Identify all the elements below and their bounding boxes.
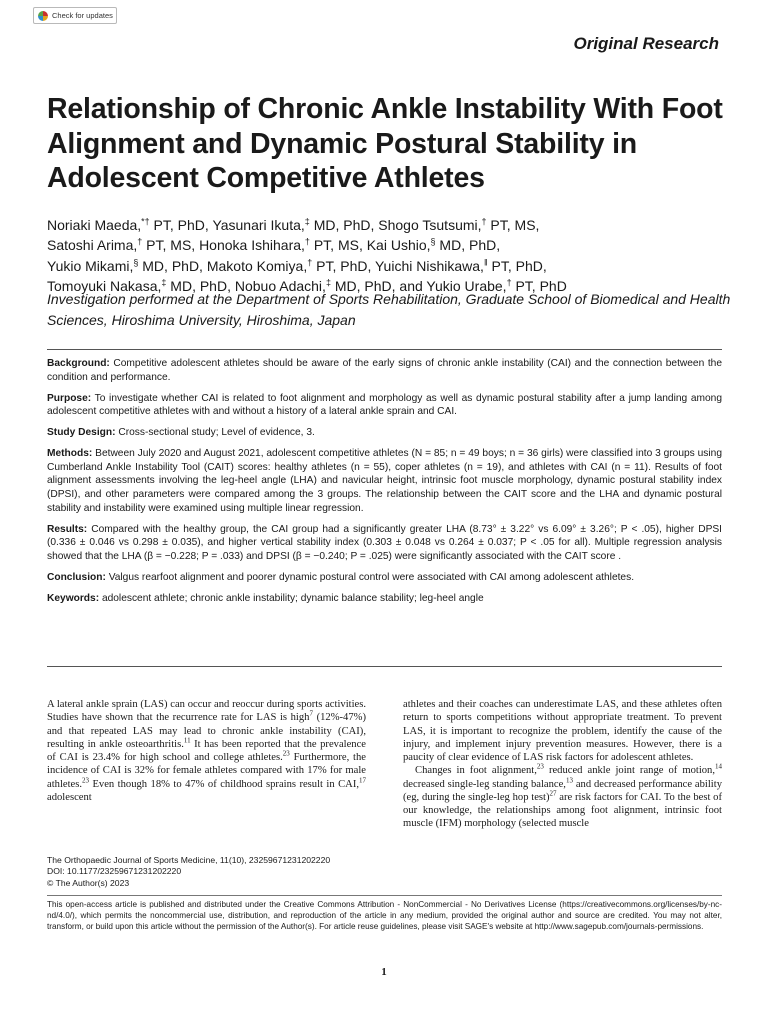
affiliation-marker: *† — [141, 216, 150, 227]
label-purpose: Purpose: — [47, 392, 92, 404]
body-text: and decreased performance ability (eg, during the single-leg hop test) — [403, 778, 722, 803]
author-text: Satoshi Arima, — [47, 237, 138, 254]
label-keywords: Keywords: — [47, 592, 100, 604]
citation-ref[interactable]: 27 — [549, 789, 557, 798]
author-text: Noriaki Maeda, — [47, 217, 142, 233]
journal-doi[interactable]: DOI: 10.1177/23259671231202220 — [47, 866, 182, 877]
author-text: PT, PhD, Yasunari Ikuta, — [149, 217, 305, 233]
affiliation-marker: ‡ — [325, 277, 331, 288]
body-text: athletes and their coaches can underestimate LAS, and these athletes often return to sports competitions without appropriate treatment. To prevent LAS, it is important to recognize the problem, identify the cause of the injury, and implement injury prevention measures. However, there is a paucity of clear evidence of LAS risk factors for adolescent athletes. — [403, 699, 722, 763]
journal-citation: The Orthopaedic Journal of Sports Medicine, 11(10), 23259671231202220 — [47, 855, 331, 865]
body-text: adolescent — [47, 791, 92, 803]
citation-ref[interactable]: 13 — [565, 775, 573, 784]
article-type: Original Research — [573, 34, 719, 53]
author-line — [47, 215, 737, 235]
body-text: are risk factors for CAI. To the best of our knowledge, the relationships among foot alignment, intrinsic foot muscle (IFM) morphology (selected muscle — [403, 791, 722, 830]
affiliation-marker: † — [137, 236, 143, 247]
author-text: MD, PhD, — [435, 237, 501, 254]
citation-ref[interactable]: 11 — [183, 736, 191, 745]
abstract-results: Results: Compared with the healthy group, the CAI group had a significantly greater LHA (8.73° ± 3.22° vs 6.09° ± 3.26°; P < .05), higher DPSI (0.336 ± 0.046 vs 0.298 ± 0.035), and higher vertical stability index (0.303 ± 0.048 vs 0.264 ± 0.037; P < .05 for all). Multiple regression analysis showed that the LHA (β = −0.228; P = .033) and DPSI (β = −0.240; P = .025) were significantly associated with the CAIT score . — [47, 523, 722, 562]
body-text: A lateral ankle sprain (LAS) can occur and reoccur during sports activities. Studies have shown that the recurrence rate for LAS is high — [47, 699, 366, 724]
citation-ref[interactable]: 14 — [715, 762, 723, 771]
abstract — [47, 357, 722, 613]
affiliation: Investigation performed at the Department of Sports Rehabilitation, Graduate School of Biomedical and Health Sciences, Hiroshima University, Hiroshima, Japan — [47, 291, 731, 328]
affiliation-marker: § — [430, 236, 436, 247]
author-text: MD, PhD, Shogo Tsutsumi, — [309, 217, 482, 233]
body-text: decreased single-leg standing balance, — [403, 778, 566, 790]
affiliation-marker: § — [133, 256, 139, 267]
badge-label: Check for updates — [52, 11, 113, 20]
affiliation-marker: ‡ — [161, 277, 167, 288]
body-text: (12%-47%) and that repeated LAS may lead to chronic ankle instability (CAI), resulting in ankle osteoarthritis. — [47, 712, 367, 750]
label-methods: Methods: — [47, 448, 93, 460]
author-text: MD, PhD, Makoto Komiya, — [138, 257, 308, 274]
license-notice: This open-access article is published and distributed under the Creative Commons Attribution - NonCommercial - No Derivatives License (https://creativecommons.org/licenses/by-nc-nd/4.0/), which permits the noncommercial use, distribution, and reproduction of the article in any medium, provided the original author and source are credited. You may not alter, transform, or build upon this article without the permission of the Author(s). For article reuse guidelines, please visit SAGE's website at http://www.sagepub.com/journals-permissions. — [47, 900, 722, 932]
page-number: 1 — [381, 966, 387, 978]
label-results: Results: — [47, 523, 88, 535]
abstract-methods: Methods: Between July 2020 and August 2021, adolescent competitive athletes (N = 85; n = 49 boys; n = 36 girls) were classified into 3 groups using Cumberland Ankle Instability Tool (CAIT) scores: healthy athletes (n = 55), coper athletes (n = 19), and athletes with CAI (n = 11). Results of foot alignment assessments involving the leg-heel angle (LHA) and navicular height, intrinsic foot muscle morphology, dynamic postural stability index (DPSI), and other parameters were compared among the 3 groups. The relationship between the CAIT score and the LHA and dynamic postural stability and instability were examined using multiple linear regression. — [47, 448, 722, 514]
abstract-purpose: Purpose: To investigate whether CAI is related to foot alignment and morphology as well as dynamic postural stability after a jump landing among adolescent competitive athletes with and without a history of a lateral ankle sprain and CAI. — [47, 392, 722, 418]
citation-ref[interactable]: 23 — [282, 749, 290, 758]
citation-ref[interactable]: 7 — [309, 709, 313, 718]
author-list — [47, 215, 737, 296]
affiliation-marker: † — [506, 277, 512, 288]
author-text: Yukio Mikami, — [47, 257, 134, 274]
check-for-updates-badge[interactable] — [33, 7, 117, 24]
citation-ref[interactable]: 23 — [82, 775, 90, 784]
abstract-conclusion: Conclusion: Valgus rearfoot alignment and poorer dynamic postural control were associated with CAI among adolescent athletes. — [47, 571, 635, 583]
abstract-keywords: Keywords: adolescent athlete; chronic ankle instability; dynamic balance stability; leg-heel angle — [47, 592, 484, 604]
affiliation-marker: ‖ — [483, 256, 488, 267]
author-text: PT, PhD — [511, 277, 567, 294]
citation-ref[interactable]: 17 — [359, 775, 366, 784]
label-background: Background: — [47, 358, 110, 369]
affiliation-marker: † — [481, 216, 487, 227]
body-text: It has been reported that the prevalence of CAI is 23.4% for high school and college athletes. — [47, 738, 366, 763]
body-column-left — [47, 698, 366, 804]
citation-ref[interactable]: 23 — [536, 762, 544, 771]
affiliation-marker: † — [307, 256, 313, 267]
abstract-bottom-rule — [47, 666, 722, 667]
label-study-design: Study Design: — [47, 427, 116, 439]
body-text: Furthermore, the incidence of CAI is 32% for female athletes compared with 17% for male athletes. — [47, 752, 366, 790]
author-text: PT, MS, Kai Ushio, — [309, 237, 431, 254]
author-text: PT, MS, Honoka Ishihara, — [142, 237, 305, 254]
author-text: Tomoyuki Nakasa, — [47, 277, 162, 294]
author-line — [47, 256, 737, 276]
author-text: PT, PhD, — [487, 257, 547, 274]
journal-info — [47, 855, 377, 889]
body-paragraph — [403, 764, 722, 830]
abstract-background: Background: Competitive adolescent athletes should be aware of the early signs of chronic ankle instability (CAI) and the connection between the condition and performance. — [47, 358, 722, 383]
body-column-right — [403, 698, 722, 831]
body-text: Even though 18% to 47% of childhood sprains result in CAI, — [89, 778, 359, 790]
journal-copyright: © The Author(s) 2023 — [47, 877, 130, 888]
article-title: Relationship of Chronic Ankle Instability With Foot Alignment and Dynamic Postural Stability in Adolescent Competitive Athletes — [47, 93, 723, 194]
author-line — [47, 235, 737, 255]
author-text: PT, PhD, Yuichi Nishikawa, — [312, 257, 484, 274]
body-paragraph — [47, 698, 366, 804]
update-check-icon — [38, 11, 48, 21]
body-text: Changes in foot alignment, — [415, 765, 537, 777]
affiliation-marker: ‡ — [304, 216, 310, 227]
author-text: MD, PhD, Nobuo Adachi, — [166, 277, 326, 294]
body-text: reduced ankle joint range of motion, — [543, 765, 716, 777]
abstract-top-rule — [47, 349, 722, 350]
author-text: MD, PhD, and Yukio Urabe, — [330, 277, 507, 294]
body-paragraph — [403, 698, 722, 764]
footer-rule — [47, 895, 722, 896]
affiliation-marker: † — [304, 236, 310, 247]
author-text: PT, MS, — [486, 217, 540, 233]
label-conclusion: Conclusion: — [47, 571, 106, 583]
abstract-study-design: Study Design: Cross-sectional study; Level of evidence, 3. — [47, 427, 315, 439]
